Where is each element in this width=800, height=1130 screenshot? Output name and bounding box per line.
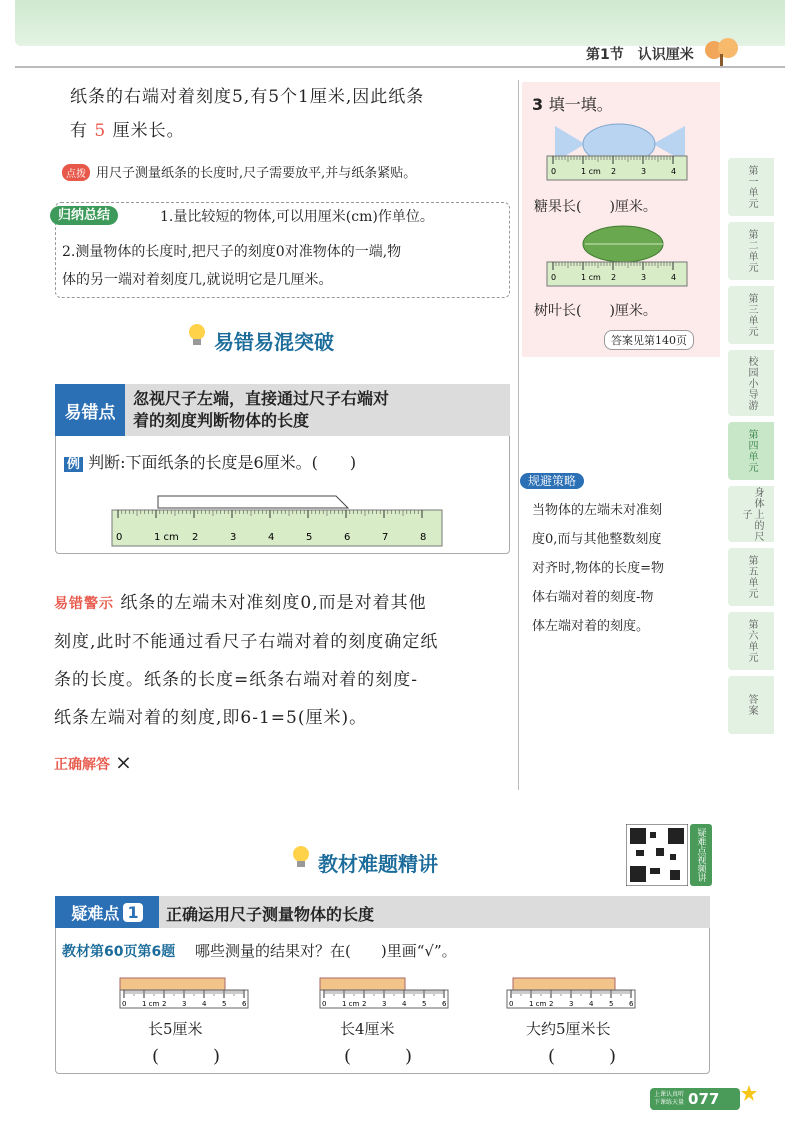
difficulty-question [62, 940, 457, 961]
ruler-tick-label: 2 [162, 1000, 167, 1008]
ruler-tick-label: 4 [202, 1000, 207, 1008]
textbook-ref: 教材第60页第6题 [62, 944, 176, 960]
ruler-tick-label: 3 [641, 167, 647, 176]
tip-badge: 点拨 [62, 164, 90, 181]
ruler-tick-label: 4 [268, 532, 275, 543]
ruler-tick-label: 4 [671, 273, 677, 282]
ruler-tick-label: 5 [422, 1000, 427, 1008]
ruler-tick-label: 4 [589, 1000, 594, 1008]
tree-icon [700, 36, 744, 66]
ruler-tick-label: 2 [549, 1000, 554, 1008]
leaf-figure [545, 222, 695, 292]
ruler-tick-label: 6 [242, 1000, 247, 1008]
tab-unit3[interactable]: 第三单元 [728, 286, 774, 344]
ruler-tick-label: 5 [222, 1000, 227, 1008]
correct-answer [54, 750, 132, 774]
tab-unit5[interactable]: 第五单元 [728, 548, 774, 606]
option-3-label: 大约5厘米长 [526, 1020, 611, 1038]
candy-figure [545, 116, 695, 186]
bulb-icon-2 [290, 844, 312, 870]
ruler-tick-label: 0 [551, 273, 557, 282]
ruler-tick-label: 0 [509, 1000, 514, 1008]
ruler-tick-label: 3 [569, 1000, 574, 1008]
strategy-text: 当物体的左端未对准刻 度0,而与其他整数刻度 对齐时,物体的长度=物 体右端对着的刻度-物 体左端对着的刻度。 [532, 503, 665, 634]
summary-item1: 1.量比较短的物体,可以用厘米(cm)作单位。 [160, 209, 434, 225]
ruler-tick-label: 1 cm [581, 167, 601, 176]
section1-title: 易错易混突破 [214, 330, 334, 354]
tip [62, 162, 512, 181]
ruler-tick-label: 4 [402, 1000, 407, 1008]
ruler-tick-label: 1 cm [581, 273, 601, 282]
tab-unit2[interactable]: 第二单元 [728, 222, 774, 280]
intro-line2: 有 5 厘米长。 [70, 121, 185, 141]
answer-mark: × [115, 750, 132, 774]
ruler-tick-label: 0 [116, 532, 123, 543]
ruler-tick-label: 0 [122, 1000, 127, 1008]
tab-campus-guide[interactable]: 校园小导游 [728, 350, 774, 416]
intro-text [70, 80, 510, 148]
measure-ruler-2 [318, 976, 452, 1012]
footer-badge [650, 1088, 740, 1110]
question-text: 判断:下面纸条的长度是6厘米。( ) [88, 453, 357, 472]
ruler-tick-label: 4 [671, 167, 677, 176]
qr-label: 疑难点视频讲 [690, 824, 712, 886]
footer-slogan: 上课认真听 下课练天量 [654, 1091, 685, 1106]
column-divider [518, 80, 519, 790]
difficulty-question-text: 哪些测量的结果对？在( )里画“√”。 [195, 942, 457, 960]
star-icon [740, 1084, 758, 1102]
option-2-label: 长4厘米 [340, 1020, 395, 1038]
tab-unit4[interactable]: 第四单元 [728, 422, 774, 480]
tab-answers[interactable]: 答案 [728, 676, 774, 734]
section-title: 第1节 认识厘米 [586, 47, 694, 63]
difficulty-tag: 疑难点 1 [55, 896, 159, 928]
option-3-answer[interactable]: ( ) [548, 1046, 635, 1067]
error-title: 忽视尺子左端，直接通过尺子右端对 着的刻度判断物体的长度 [133, 389, 390, 430]
option-1-answer[interactable]: ( ) [152, 1046, 239, 1067]
difficulty-title: 正确运用尺子测量物体的长度 [166, 905, 375, 924]
error-ruler-figure [110, 486, 450, 550]
page-number: 077 [688, 1090, 720, 1108]
ruler-tick-label: 2 [192, 532, 199, 543]
ruler-tick-label: 0 [322, 1000, 327, 1008]
header-rule [15, 66, 785, 68]
tab-body-ruler[interactable]: 身体上的尺子 [728, 486, 774, 542]
warning: 易错警示 纸条的左端未对准刻度0,而是对着其他 刻度,此时不能通过看尺子右端对着的刻度确定纸 条的长度。纸条的长度=纸条右端对着的刻度- 纸条左端对着的刻度,即6-1=5(厘米)。 [54, 593, 439, 728]
summary-item2: 2.测量物体的长度时,把尺子的刻度0对准物体的一端,物 体的另一端对着刻度几,就说明它是几厘米。 [62, 244, 402, 288]
header-band [15, 0, 785, 46]
leaf-question: 树叶长( )厘米。 [534, 303, 657, 319]
ruler-tick-label: 6 [442, 1000, 447, 1008]
section2-title: 教材难题精讲 [318, 852, 438, 876]
ruler-tick-label: 5 [609, 1000, 614, 1008]
tab-unit6[interactable]: 第六单元 [728, 612, 774, 670]
ruler-tick-label: 1 cm [142, 1000, 160, 1008]
warning-label: 易错警示 [54, 596, 114, 612]
summary-badge-wrap [50, 204, 118, 223]
measure-ruler-1 [118, 976, 252, 1012]
ruler-tick-label: 2 [611, 273, 617, 282]
ruler-tick-label: 8 [420, 532, 427, 543]
ruler-tick-label: 3 [182, 1000, 187, 1008]
ruler-tick-label: 0 [551, 167, 557, 176]
candy-question: 糖果长( )厘米。 [534, 199, 657, 215]
tab-unit1[interactable]: 第一单元 [728, 158, 774, 216]
error-tag: 易错点 [55, 384, 125, 436]
ruler-tick-label: 2 [611, 167, 617, 176]
summary-badge: 归纳总结 [50, 206, 118, 225]
ruler-tick-label: 3 [230, 532, 237, 543]
ruler-tick-label: 6 [344, 532, 351, 543]
ruler-tick-label: 3 [382, 1000, 387, 1008]
ruler-tick-label: 1 cm [529, 1000, 547, 1008]
measure-ruler-3 [505, 976, 639, 1012]
exercise-header: 3 填一填。 [532, 95, 613, 114]
tip-text: 用尺子测量纸条的长度时,尺子需要放平,并与纸条紧贴。 [96, 166, 417, 181]
answer-label: 正确解答 [54, 757, 110, 773]
ruler-tick-label: 6 [629, 1000, 634, 1008]
ruler-tick-label: 3 [641, 273, 647, 282]
ruler-tick-label: 1 cm [342, 1000, 360, 1008]
error-question [64, 450, 356, 473]
strategy-badge-wrap [520, 470, 584, 489]
qr-code-icon[interactable] [626, 824, 688, 886]
bulb-icon [186, 322, 208, 348]
ruler-tick-label: 1 cm [154, 532, 179, 543]
ruler-tick-label: 2 [362, 1000, 367, 1008]
intro-line1: 纸条的右端对着刻度5,有5个1厘米,因此纸条 [70, 87, 425, 107]
ruler-tick-label: 5 [306, 532, 313, 543]
strategy-badge: 规避策略 [520, 473, 584, 489]
option-2-answer[interactable]: ( ) [344, 1046, 431, 1067]
answer-reference[interactable]: 答案见第140页 [604, 330, 694, 350]
ruler-tick-label: 7 [382, 532, 389, 543]
option-1-label: 长5厘米 [148, 1020, 203, 1038]
example-badge: 例 [64, 457, 83, 472]
